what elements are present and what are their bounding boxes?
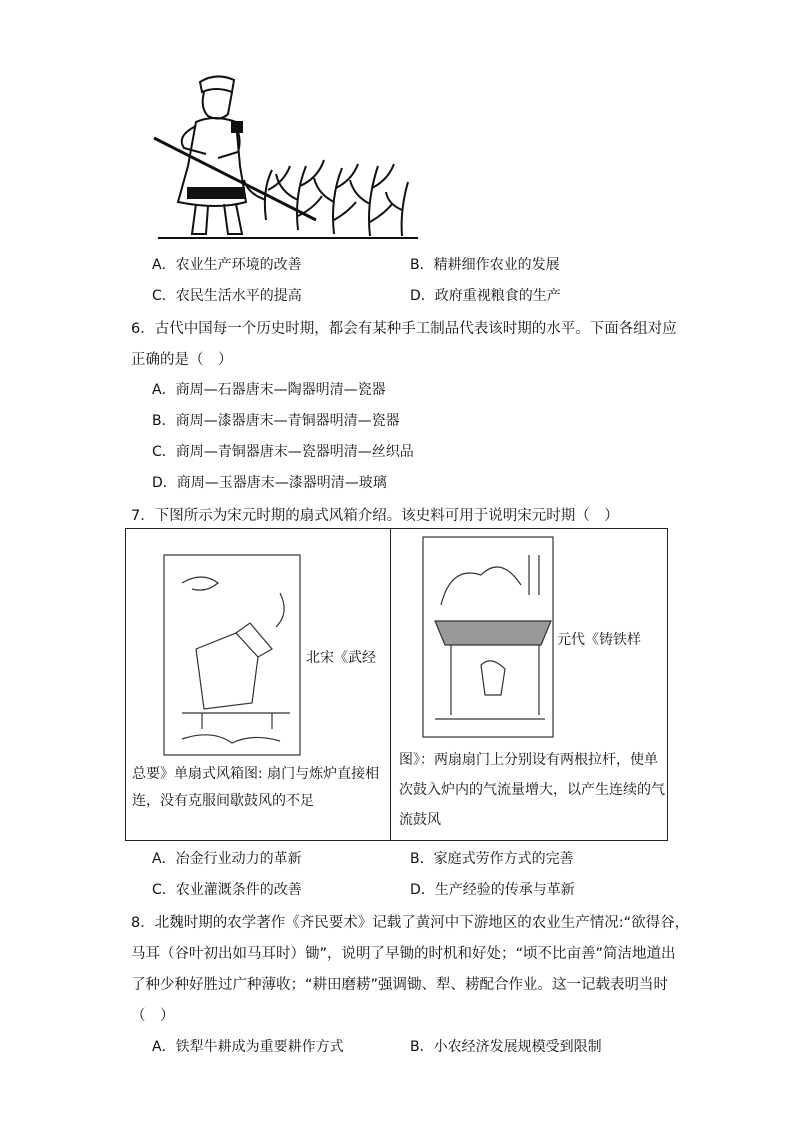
q8-option-a[interactable]: A．铁犁牛耕成为重要耕作方式 [152,1039,344,1055]
q6-option-d[interactable]: D．商周—玉器唐末—漆器明清—玻璃 [152,475,387,491]
q7-left-caption-side: 北宋《武经 [306,650,376,666]
farmer-hoeing-illustration [148,70,420,242]
q8-stem-line3: 了种少种好胜过广种薄收；“耕田磨耢”强调锄、犁、耢配合作业。这一记载表明当时 [131,977,669,993]
q7-right-caption-line1: 图》：两扇扇门上分别设有两根拉杆，使单 [399,752,658,768]
q7-option-b[interactable]: B．家庭式劳作方式的完善 [410,851,574,867]
q6-stem-line2: 正确的是（ ） [131,352,233,368]
q7-right-cell [391,529,668,841]
q5-option-d[interactable]: D．政府重视粮食的生产 [410,288,561,304]
q5-option-b[interactable]: B．精耕细作农业的发展 [410,257,560,273]
q7-left-caption-line2: 连，没有克服间歇鼓风的不足 [132,793,314,809]
q6-stem-line1: 6．古代中国每一个历史时期，都会有某种手工制品代表该时期的水平。下面各组对应 [131,321,677,337]
q6-option-a[interactable]: A．商周—石器唐末—陶器明清—瓷器 [152,382,386,398]
q5-option-c[interactable]: C．农民生活水平的提高 [152,288,302,304]
bellows-single-illustration [162,553,302,758]
q7-option-a[interactable]: A．冶金行业动力的革新 [152,851,302,867]
q8-stem-line4: （ ） [131,1008,175,1024]
q8-stem-line2: 马耳（谷叶初出如马耳时）锄”，说明了早锄的时机和好处；“顷不比亩善”简洁地道出 [131,946,676,962]
bellows-double-illustration [421,535,555,740]
q6-option-c[interactable]: C．商周—青铜器唐末—瓷器明清—丝织品 [152,444,414,460]
q8-stem-line1: 8．北魏时期的农学著作《齐民要术》记载了黄河中下游地区的农业生产情况:“欲得谷， [131,915,690,931]
q7-right-caption-line3: 流鼓风 [399,812,441,828]
q7-right-caption-side: 元代《铸铁样 [557,632,641,648]
q7-left-cell [126,529,391,841]
q7-option-c[interactable]: C．农业灌溉条件的改善 [152,882,302,898]
q6-option-b[interactable]: B．商周—漆器唐末—青铜器明清—瓷器 [152,413,400,429]
q7-option-d[interactable]: D．生产经验的传承与革新 [410,882,575,898]
q7-right-caption-line2: 次鼓入炉内的气流量增大，以产生连续的气 [399,782,665,798]
q7-figure-table [125,528,668,841]
q7-stem: 7．下图所示为宋元时期的扇式风箱介绍。该史料可用于说明宋元时期（ ） [131,508,619,524]
q5-option-a[interactable]: A．农业生产环境的改善 [152,257,302,273]
q7-left-caption-line1: 总要》单扇式风箱图: 扇门与炼炉直接相 [132,766,380,782]
q8-option-b[interactable]: B．小农经济发展规模受到限制 [410,1039,602,1055]
